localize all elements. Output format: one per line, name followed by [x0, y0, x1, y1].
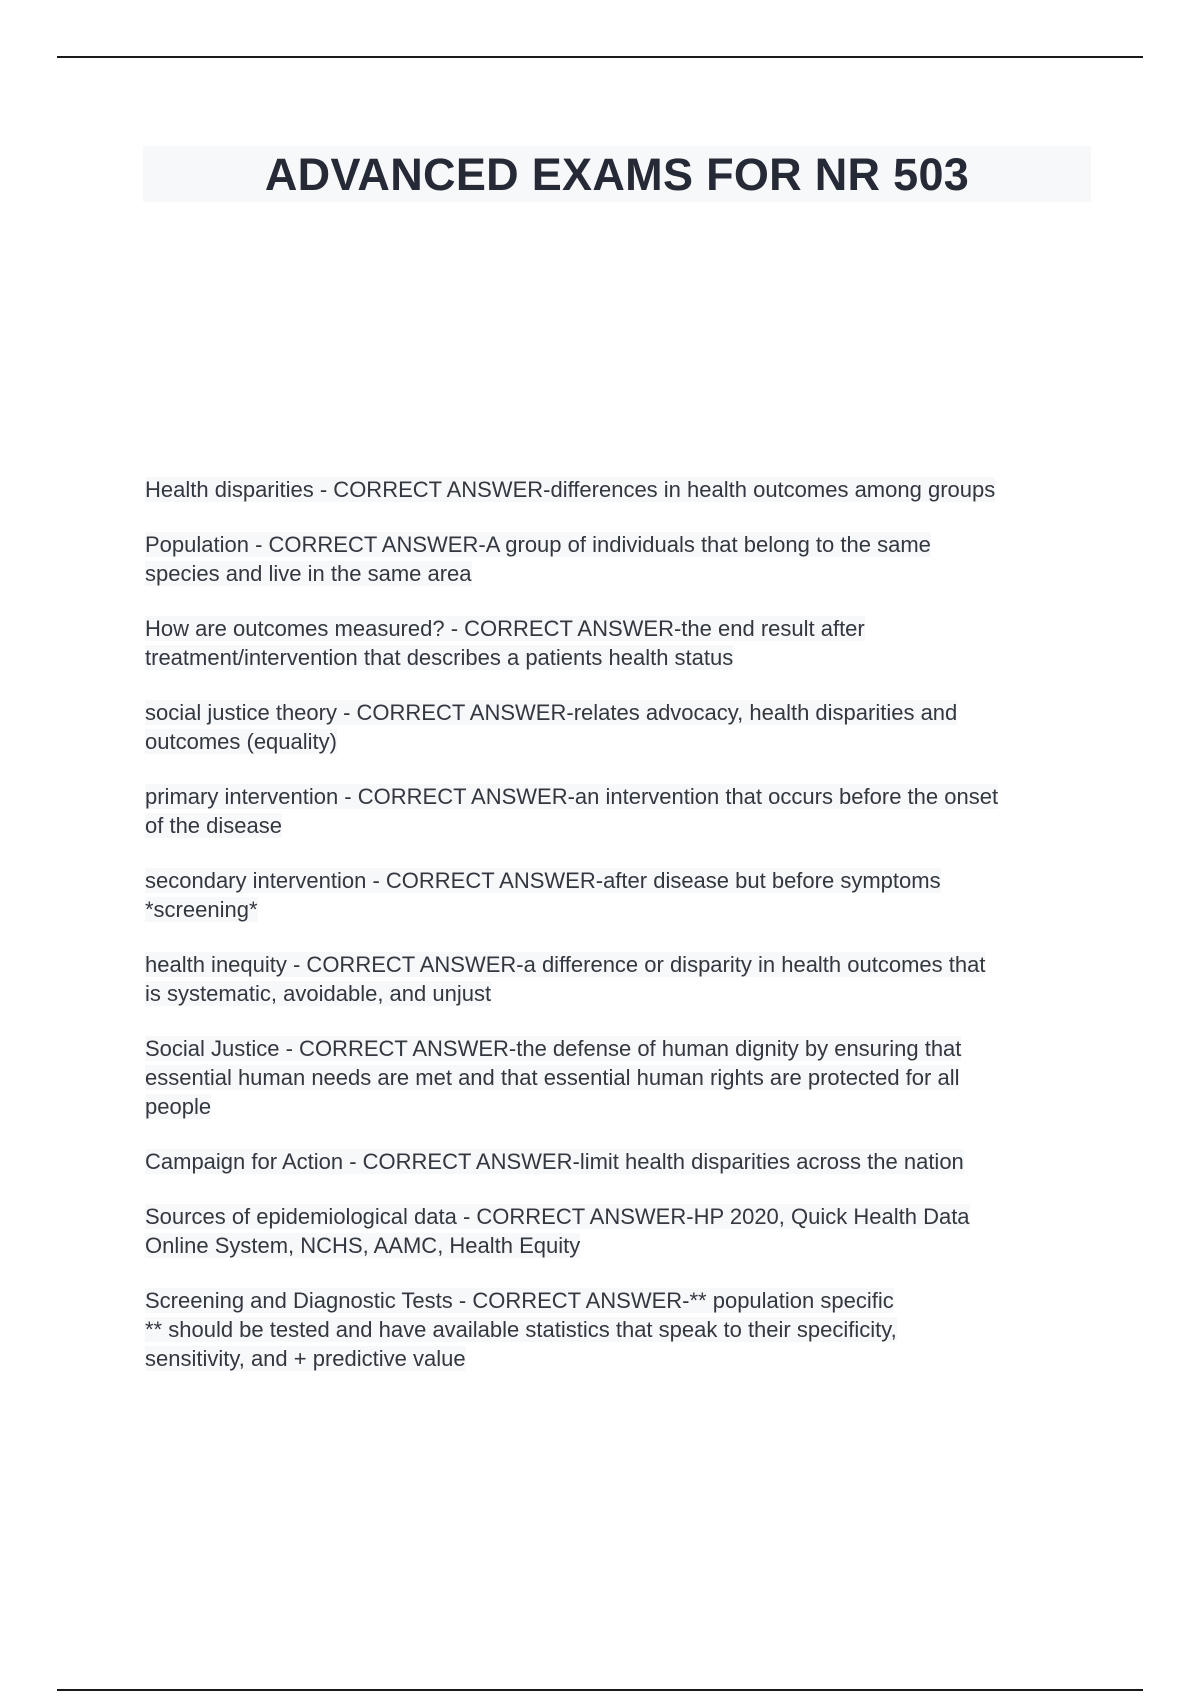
qa-item — [145, 698, 1090, 756]
qa-item — [145, 1202, 1090, 1260]
qa-list — [145, 475, 1090, 1399]
qa-item — [145, 614, 1090, 672]
qa-text: Screening and Diagnostic Tests - CORRECT ANSWER-** population specific ** should be tested and have available statistics that speak to their specificity, sensitivity, and + predictive value — [145, 1288, 897, 1371]
document-title: ADVANCED EXAMS FOR NR 503 — [264, 148, 970, 200]
qa-item — [145, 530, 1090, 588]
qa-item — [145, 1034, 1090, 1121]
qa-text: secondary intervention - CORRECT ANSWER-after disease but before symptoms *screening* — [145, 868, 941, 922]
qa-text: Population - CORRECT ANSWER-A group of individuals that belong to the same species and live in the same area — [145, 532, 931, 586]
qa-item — [145, 782, 1090, 840]
qa-text: social justice theory - CORRECT ANSWER-relates advocacy, health disparities and outcomes (equality) — [145, 700, 958, 754]
qa-text: Health disparities - CORRECT ANSWER-differences in health outcomes among groups — [145, 477, 996, 502]
bottom-rule — [57, 1689, 1143, 1691]
qa-item — [145, 866, 1090, 924]
qa-text: primary intervention - CORRECT ANSWER-an intervention that occurs before the onset of the disease — [145, 784, 999, 838]
qa-item — [145, 1286, 1090, 1373]
title-band — [143, 146, 1091, 202]
qa-text: Sources of epidemiological data - CORRECT ANSWER-HP 2020, Quick Health Data Online System, NCHS, AAMC, Health Equity — [145, 1204, 970, 1258]
qa-item — [145, 475, 1090, 504]
qa-text: Campaign for Action - CORRECT ANSWER-limit health disparities across the nation — [145, 1149, 964, 1174]
top-rule — [57, 56, 1143, 58]
qa-text: How are outcomes measured? - CORRECT ANSWER-the end result after treatment/intervention that describes a patients health status — [145, 616, 865, 670]
qa-text: Social Justice - CORRECT ANSWER-the defense of human dignity by ensuring that essential human needs are met and that essential human rights are protected for all people — [145, 1036, 962, 1119]
qa-item — [145, 1147, 1090, 1176]
qa-item — [145, 950, 1090, 1008]
qa-text: health inequity - CORRECT ANSWER-a difference or disparity in health outcomes that is systematic, avoidable, and unjust — [145, 952, 986, 1006]
